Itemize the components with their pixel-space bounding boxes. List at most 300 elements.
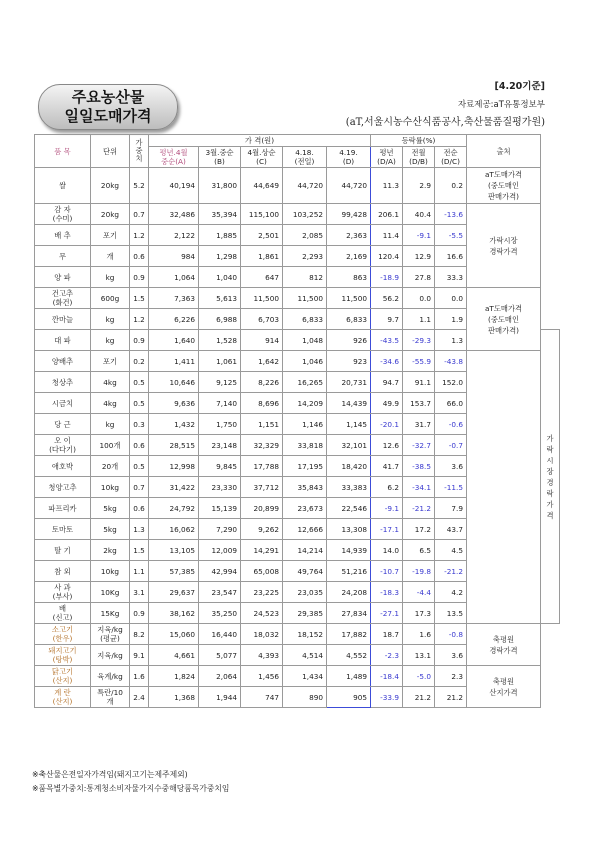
price-p: 1,434 [283,666,327,687]
rate-r3: 13.5 [435,603,467,624]
item-unit: 20kg [91,204,130,225]
source-line-1: 자료제공:aT유통정보부 [457,100,545,110]
item-weight: 0.7 [130,204,149,225]
price-c: 20,899 [241,498,283,519]
price-a: 24,792 [149,498,199,519]
footnote-2: ※품목별가중치:통계청소비자물가지수중해당품목가중치임 [32,784,230,793]
price-c: 4,393 [241,645,283,666]
rate-r1: 11.4 [371,225,403,246]
rate-r3: 3.6 [435,456,467,477]
price-d: 926 [327,330,371,351]
item-unit: 포기 [91,225,130,246]
rate-r3: -0.7 [435,435,467,456]
price-d: 51,216 [327,561,371,582]
item-name: 사 과 (부사) [35,582,91,603]
price-b: 1,944 [199,687,241,708]
price-d: 20,731 [327,372,371,393]
price-b: 35,250 [199,603,241,624]
price-p: 44,720 [283,168,327,204]
price-d: 14,439 [327,393,371,414]
rate-r1: -18.4 [371,666,403,687]
price-p: 890 [283,687,327,708]
item-name: 무 [35,246,91,267]
rate-r3: 21.2 [435,687,467,708]
item-unit: 20kg [91,168,130,204]
item-weight: 0.6 [130,246,149,267]
col-header-source: 출처 [467,135,541,168]
col-header-weight: 가중치 [130,135,149,168]
price-d: 24,208 [327,582,371,603]
rate-r2: 17.3 [403,603,435,624]
price-b: 31,800 [199,168,241,204]
title-badge [38,84,178,130]
price-b: 15,139 [199,498,241,519]
rate-r3: 33.3 [435,267,467,288]
item-unit: kg [91,267,130,288]
table-row [35,351,560,372]
price-a: 1,064 [149,267,199,288]
rate-r3: 4.5 [435,540,467,561]
price-a: 7,363 [149,288,199,309]
table-row [35,666,560,687]
price-p: 17,195 [283,456,327,477]
rate-r1: 14.0 [371,540,403,561]
rate-r2: 21.2 [403,687,435,708]
source-cell: 가락시장 경락가격 [467,204,541,288]
price-d: 923 [327,351,371,372]
price-b: 1,750 [199,414,241,435]
item-unit: 개 [91,246,130,267]
price-b: 1,298 [199,246,241,267]
rate-r1: 11.3 [371,168,403,204]
rate-r1: 120.4 [371,246,403,267]
price-c: 32,329 [241,435,283,456]
rate-r1: 56.2 [371,288,403,309]
price-c: 11,500 [241,288,283,309]
price-c: 1,151 [241,414,283,435]
price-p: 2,085 [283,225,327,246]
price-d: 905 [327,687,371,708]
source-cell: 축평원 경락가격 [467,624,541,666]
item-unit: 10kg [91,477,130,498]
item-unit: 특란/10 개 [91,687,130,708]
item-weight: 1.3 [130,519,149,540]
table-row [35,204,560,225]
price-a: 40,194 [149,168,199,204]
rate-r3: 16.6 [435,246,467,267]
item-unit: 10Kg [91,582,130,603]
rate-r2: 27.8 [403,267,435,288]
price-b: 35,394 [199,204,241,225]
col-header-rate-group: 등락률(%) [371,135,467,147]
item-name: 시금치 [35,393,91,414]
price-b: 7,290 [199,519,241,540]
rate-r2: 40.4 [403,204,435,225]
price-c: 23,225 [241,582,283,603]
rate-r2: 153.7 [403,393,435,414]
price-p: 812 [283,267,327,288]
rate-r2: -38.5 [403,456,435,477]
col-header-price-2: 4월.상순 (C) [241,147,283,168]
rate-r2: 1.1 [403,309,435,330]
rate-r2: -9.1 [403,225,435,246]
col-header-price-3: 4.18. (전일) [283,147,327,168]
price-c: 8,226 [241,372,283,393]
item-unit: 20개 [91,456,130,477]
price-p: 23,035 [283,582,327,603]
price-a: 28,515 [149,435,199,456]
price-b: 1,040 [199,267,241,288]
item-name: 토마토 [35,519,91,540]
price-c: 44,649 [241,168,283,204]
col-header-rate-1: 전월 (D/B) [403,147,435,168]
rate-r2: 0.0 [403,288,435,309]
price-a: 984 [149,246,199,267]
col-header-unit: 단위 [91,135,130,168]
item-weight: 0.9 [130,330,149,351]
item-name: 당 근 [35,414,91,435]
rate-r1: -2.3 [371,645,403,666]
price-p: 6,833 [283,309,327,330]
price-d: 14,939 [327,540,371,561]
item-name: 소고기 (한우) [35,624,91,645]
price-b: 5,613 [199,288,241,309]
item-name: 감 자 (수미) [35,204,91,225]
col-header-rate-2: 전순 (D/C) [435,147,467,168]
price-a: 1,368 [149,687,199,708]
price-d: 4,552 [327,645,371,666]
price-a: 16,062 [149,519,199,540]
rate-r1: 12.6 [371,435,403,456]
table-row [35,288,560,309]
rate-r2: 12.9 [403,246,435,267]
price-a: 6,226 [149,309,199,330]
item-weight: 0.6 [130,435,149,456]
item-unit: kg [91,330,130,351]
rate-r3: 7.9 [435,498,467,519]
item-unit: 5kg [91,519,130,540]
price-b: 1,885 [199,225,241,246]
col-header-price-1: 3월.중순 (B) [199,147,241,168]
rate-r3: -11.5 [435,477,467,498]
price-d: 32,101 [327,435,371,456]
rate-r2: 1.6 [403,624,435,645]
price-c: 747 [241,687,283,708]
title-line-1: 주요농산물 [71,88,145,106]
item-weight: 0.5 [130,393,149,414]
item-unit: 4kg [91,393,130,414]
price-b: 1,528 [199,330,241,351]
item-name: 청상추 [35,372,91,393]
item-name: 건고추 (화건) [35,288,91,309]
rate-r2: -55.9 [403,351,435,372]
rate-r2: -29.3 [403,330,435,351]
price-d: 2,363 [327,225,371,246]
price-c: 1,642 [241,351,283,372]
rate-r2: 31.7 [403,414,435,435]
item-weight: 2.4 [130,687,149,708]
item-name: 청양고추 [35,477,91,498]
item-weight: 1.2 [130,225,149,246]
price-b: 2,064 [199,666,241,687]
item-unit: 포기 [91,351,130,372]
price-d: 1,145 [327,414,371,435]
price-p: 14,214 [283,540,327,561]
rate-r1: -27.1 [371,603,403,624]
price-b: 12,009 [199,540,241,561]
price-p: 4,514 [283,645,327,666]
item-unit: kg [91,414,130,435]
table-row [35,372,560,393]
price-c: 9,262 [241,519,283,540]
item-name: 계 란 (산지) [35,687,91,708]
rate-r1: -17.1 [371,519,403,540]
price-c: 18,032 [241,624,283,645]
price-c: 6,703 [241,309,283,330]
item-weight: 5.2 [130,168,149,204]
price-c: 37,712 [241,477,283,498]
rate-r3: 4.2 [435,582,467,603]
rate-r1: -34.6 [371,351,403,372]
item-unit: 육계/kg [91,666,130,687]
price-b: 9,125 [199,372,241,393]
rate-r1: 9.7 [371,309,403,330]
item-weight: 0.5 [130,456,149,477]
price-a: 1,411 [149,351,199,372]
table-row [35,414,560,435]
price-c: 115,100 [241,204,283,225]
item-weight: 0.6 [130,498,149,519]
price-d: 22,546 [327,498,371,519]
rate-r1: -18.3 [371,582,403,603]
item-weight: 1.5 [130,540,149,561]
rate-r3: 66.0 [435,393,467,414]
rate-r1: -9.1 [371,498,403,519]
item-name: 배 (신고) [35,603,91,624]
rate-r3: -0.6 [435,414,467,435]
rate-r1: 94.7 [371,372,403,393]
price-a: 10,646 [149,372,199,393]
price-a: 1,640 [149,330,199,351]
source-cell: 축평원 산지가격 [467,666,541,708]
price-a: 29,637 [149,582,199,603]
rate-r2: -5.0 [403,666,435,687]
price-b: 1,061 [199,351,241,372]
price-c: 2,501 [241,225,283,246]
price-p: 18,152 [283,624,327,645]
rate-r2: 6.5 [403,540,435,561]
item-name: 돼지고기 (탕박) [35,645,91,666]
item-weight: 0.9 [130,603,149,624]
table-row [35,456,560,477]
item-weight: 0.7 [130,477,149,498]
table-row [35,435,560,456]
price-p: 14,209 [283,393,327,414]
rate-r3: 0.0 [435,288,467,309]
item-name: 참 외 [35,561,91,582]
price-p: 16,265 [283,372,327,393]
price-d: 11,500 [327,288,371,309]
item-name: 애호박 [35,456,91,477]
table-row [35,603,560,624]
price-table [34,134,560,708]
table-row [35,519,560,540]
rate-r2: 13.1 [403,645,435,666]
source-cell: aT도매가격 (중도매인 판매가격) [467,168,541,204]
item-unit: 100개 [91,435,130,456]
rate-r2: 17.2 [403,519,435,540]
price-p: 29,385 [283,603,327,624]
item-unit: 지육/kg [91,645,130,666]
price-d: 99,428 [327,204,371,225]
item-name: 딸 기 [35,540,91,561]
rate-r1: -10.7 [371,561,403,582]
rate-r3: 1.9 [435,309,467,330]
item-weight: 3.1 [130,582,149,603]
rate-r3: -21.2 [435,561,467,582]
rate-r3: -43.8 [435,351,467,372]
price-p: 1,146 [283,414,327,435]
price-a: 12,998 [149,456,199,477]
rate-r3: -13.6 [435,204,467,225]
title-line-2: 일일도매가격 [64,107,152,125]
price-p: 1,048 [283,330,327,351]
item-unit: 4kg [91,372,130,393]
rate-r1: -20.1 [371,414,403,435]
price-d: 44,720 [327,168,371,204]
item-weight: 0.9 [130,267,149,288]
date-badge: [4.20기준] [494,81,545,92]
price-d: 18,420 [327,456,371,477]
item-unit: 15Kg [91,603,130,624]
footnote-1: ※축산물은전일자가격임(돼지고기는제주제외) [32,770,188,779]
rate-r2: -4.4 [403,582,435,603]
item-weight: 0.2 [130,351,149,372]
price-p: 12,666 [283,519,327,540]
col-header-rate-0: 평년 (D/A) [371,147,403,168]
price-b: 23,330 [199,477,241,498]
price-a: 31,422 [149,477,199,498]
item-weight: 8.2 [130,624,149,645]
price-p: 35,843 [283,477,327,498]
price-c: 65,008 [241,561,283,582]
item-name: 닭고기 (산지) [35,666,91,687]
col-header-item: 품 목 [35,135,91,168]
item-name: 양 파 [35,267,91,288]
price-d: 27,834 [327,603,371,624]
price-d: 33,383 [327,477,371,498]
rate-r3: 43.7 [435,519,467,540]
item-weight: 0.5 [130,372,149,393]
rate-r2: -21.2 [403,498,435,519]
price-d: 6,833 [327,309,371,330]
source-line-2: (aT,서울시농수산식품공사,축산물품질평가원) [345,117,545,128]
item-unit: 2kg [91,540,130,561]
price-p: 23,673 [283,498,327,519]
price-d: 17,882 [327,624,371,645]
item-weight: 1.1 [130,561,149,582]
table-row [35,582,560,603]
item-weight: 9.1 [130,645,149,666]
source-cell: 가락시장 경락가격 [541,330,560,624]
rate-r1: 41.7 [371,456,403,477]
price-a: 57,385 [149,561,199,582]
price-b: 9,845 [199,456,241,477]
price-p: 49,764 [283,561,327,582]
price-d: 13,308 [327,519,371,540]
price-a: 38,162 [149,603,199,624]
price-b: 23,148 [199,435,241,456]
rate-r1: 206.1 [371,204,403,225]
item-name: 양배추 [35,351,91,372]
price-d: 1,489 [327,666,371,687]
rate-r1: -33.9 [371,687,403,708]
col-header-price-4: 4.19. (D) [327,147,371,168]
item-unit: 10kg [91,561,130,582]
col-header-price-0: 평년.4월 중순(A) [149,147,199,168]
price-p: 11,500 [283,288,327,309]
price-d: 863 [327,267,371,288]
price-b: 16,440 [199,624,241,645]
item-weight: 1.2 [130,309,149,330]
price-a: 32,486 [149,204,199,225]
price-p: 33,818 [283,435,327,456]
price-a: 4,661 [149,645,199,666]
rate-r1: 49.9 [371,393,403,414]
rate-r1: -18.9 [371,267,403,288]
table-row [35,168,560,204]
item-weight: 0.3 [130,414,149,435]
table-row [35,393,560,414]
price-b: 5,077 [199,645,241,666]
rate-r1: -43.5 [371,330,403,351]
rate-r1: 6.2 [371,477,403,498]
price-p: 103,252 [283,204,327,225]
rate-r1: 18.7 [371,624,403,645]
rate-r2: 2.9 [403,168,435,204]
rate-r3: -5.5 [435,225,467,246]
price-c: 914 [241,330,283,351]
price-c: 8,696 [241,393,283,414]
price-c: 14,291 [241,540,283,561]
item-unit: 600g [91,288,130,309]
price-p: 1,046 [283,351,327,372]
item-name: 깐마늘 [35,309,91,330]
rate-r3: 0.2 [435,168,467,204]
source-cell: aT도매가격 (중도매인 판매가격) [467,288,541,351]
price-a: 2,122 [149,225,199,246]
price-b: 6,988 [199,309,241,330]
rate-r3: -0.8 [435,624,467,645]
item-name: 대 파 [35,330,91,351]
rate-r3: 152.0 [435,372,467,393]
item-unit: 지육/kg (평균) [91,624,130,645]
col-header-price-group: 가 격(원) [149,135,371,147]
table-row [35,498,560,519]
price-c: 1,861 [241,246,283,267]
price-a: 1,432 [149,414,199,435]
price-a: 15,060 [149,624,199,645]
price-d: 2,169 [327,246,371,267]
item-unit: kg [91,309,130,330]
item-name: 쌀 [35,168,91,204]
table-row [35,561,560,582]
table-row [35,477,560,498]
rate-r3: 1.3 [435,330,467,351]
rate-r3: 2.3 [435,666,467,687]
price-c: 17,788 [241,456,283,477]
item-unit: 5kg [91,498,130,519]
